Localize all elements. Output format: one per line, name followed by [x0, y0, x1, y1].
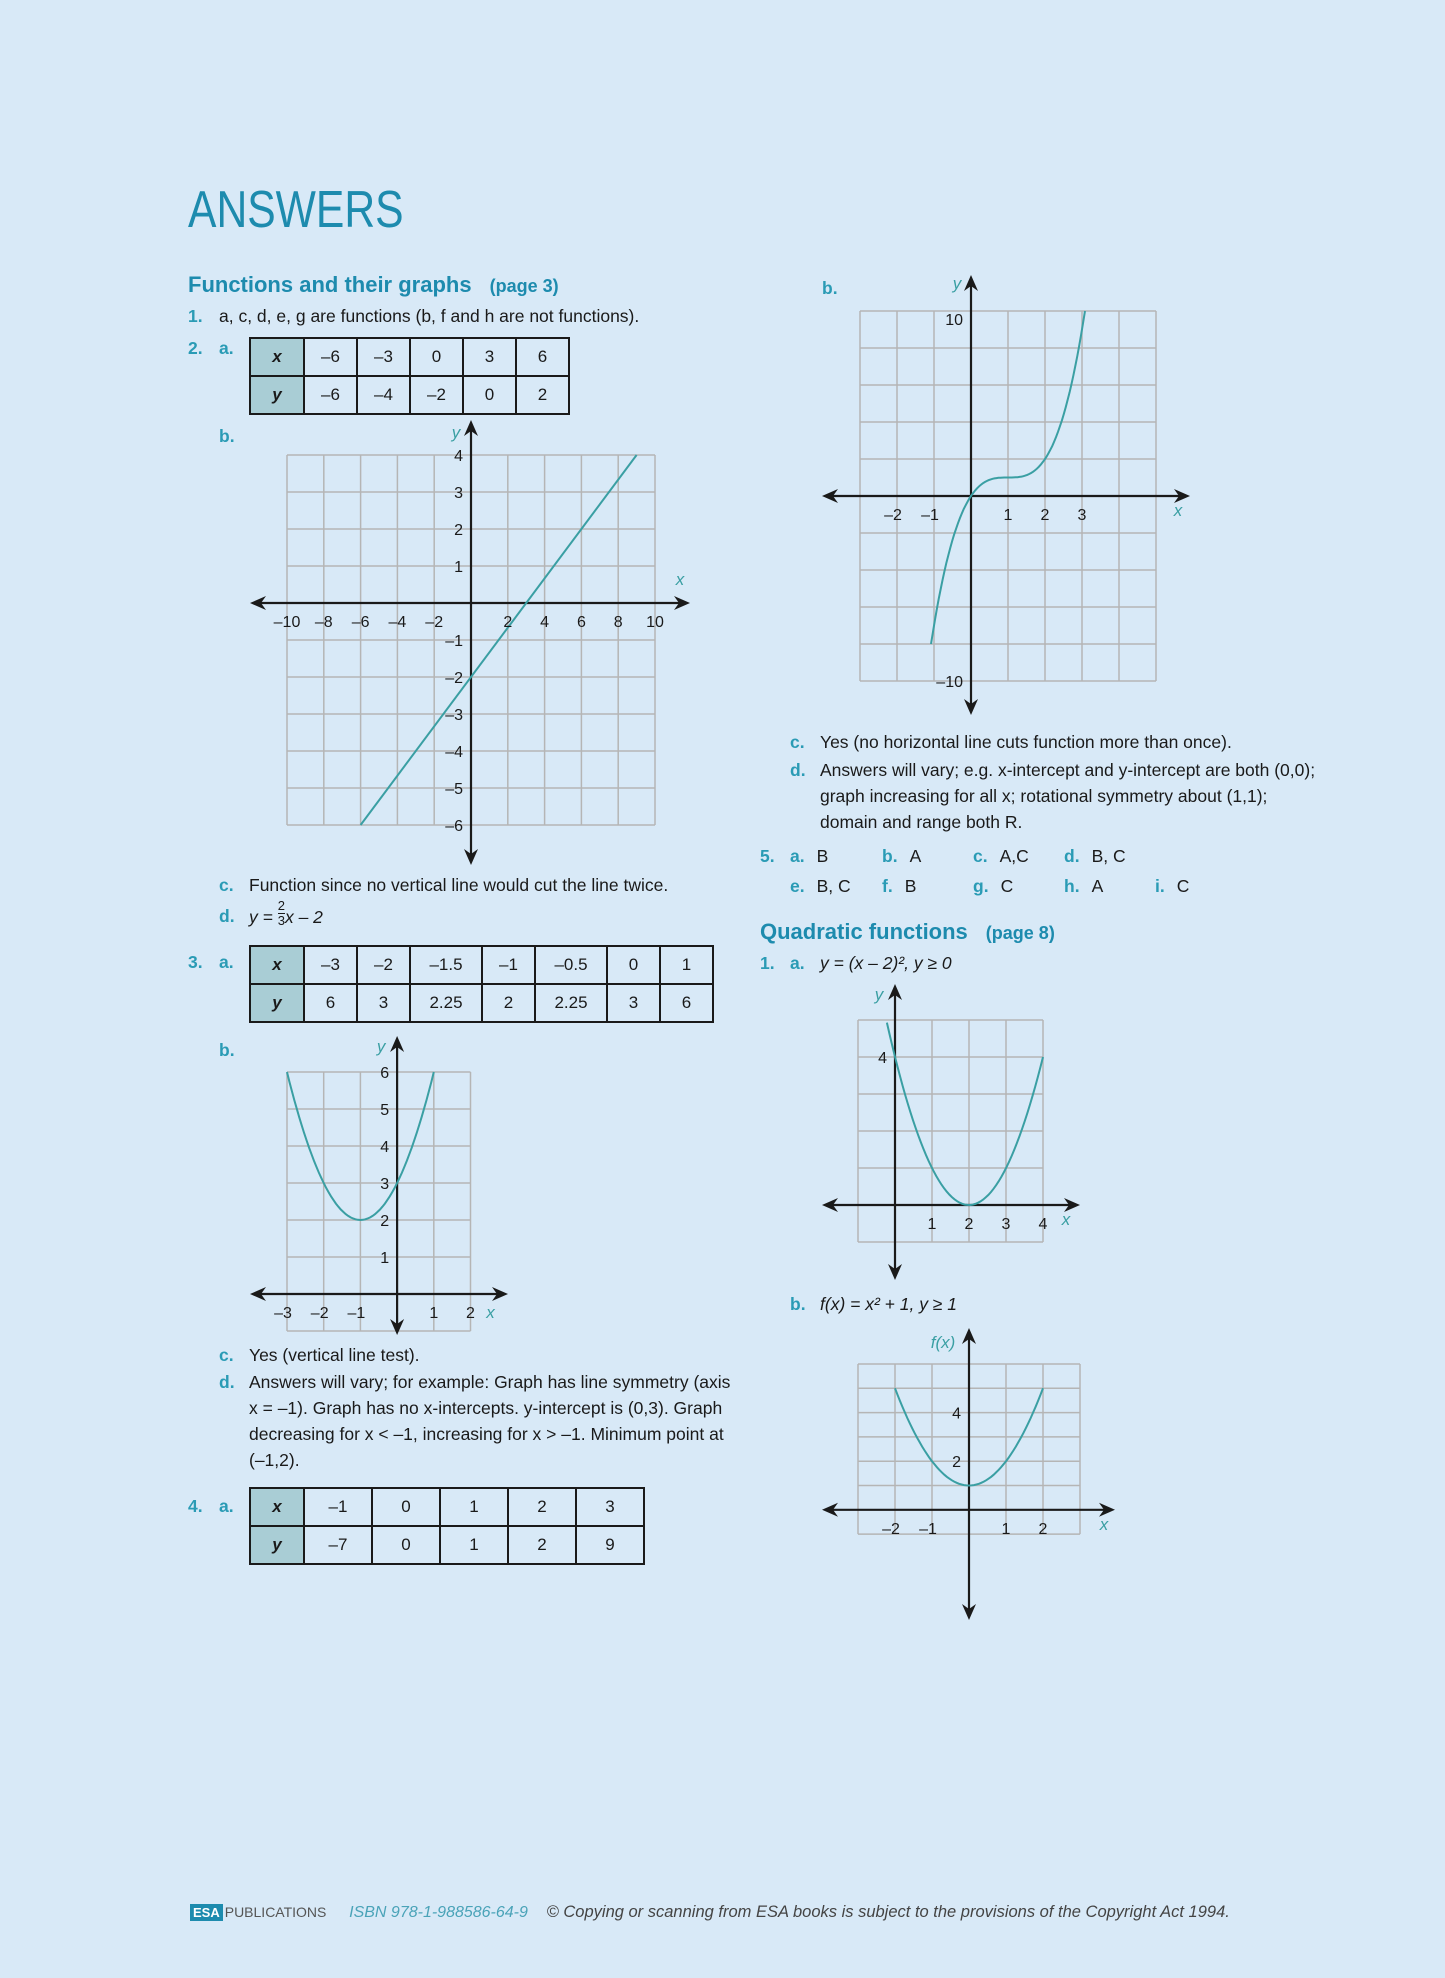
q5-answer-item: [1064, 876, 1103, 897]
part-label: d.: [1064, 846, 1080, 866]
table-cell: 1: [440, 1488, 508, 1526]
q5-answer-item: [882, 876, 916, 897]
tick-label: 8: [613, 614, 623, 631]
isbn: ISBN 978-1-988586-64-9: [349, 1904, 528, 1921]
esa-logo: ESA: [190, 1904, 223, 1921]
table-row: [250, 984, 713, 1022]
tick-label: –4: [388, 614, 407, 631]
table-header-cell: x: [250, 1488, 304, 1526]
q3-parabola-graph: [240, 1030, 520, 1340]
table-header-cell: x: [250, 338, 304, 376]
answer-line: domain and range both R.: [820, 812, 1023, 832]
axes: [822, 984, 1080, 1280]
q4c-answer: Yes (no horizontal line cuts function more than once).: [820, 732, 1232, 752]
fraction: [278, 899, 285, 928]
table-cell: 0: [372, 1488, 440, 1526]
tick-label: 2: [964, 1216, 974, 1233]
fraction-numerator: 2: [277, 898, 285, 913]
axis-label: y: [376, 1037, 386, 1056]
axis-label: x: [1173, 501, 1183, 520]
table-cell: 6: [516, 338, 569, 376]
table-cell: –7: [304, 1526, 372, 1564]
tick-label: 4: [454, 448, 463, 465]
table-cell: –2: [357, 946, 410, 984]
tick-label: –2: [884, 507, 902, 524]
copyright-notice: © Copying or scanning from ESA books is subject to the provisions of the Copyright Act 1994.: [546, 1903, 1230, 1921]
table-cell: –1: [304, 1488, 372, 1526]
tick-label: 3: [380, 1176, 390, 1193]
q4d-answer: [820, 757, 1320, 835]
tick-label: –4: [445, 744, 463, 761]
table-cell: 1: [660, 946, 713, 984]
table-cell: –6: [304, 376, 357, 414]
section-page-ref: (page 3): [489, 276, 559, 296]
footer: [190, 1902, 1230, 1922]
q5-answer-item: [973, 876, 1013, 897]
table-cell: 3: [463, 338, 516, 376]
part-label: a.: [790, 846, 805, 866]
table-row: [250, 1526, 644, 1564]
axis-label: f(x): [930, 1333, 956, 1352]
table-cell: 6: [304, 984, 357, 1022]
part-label: b.: [822, 278, 838, 298]
qf1a-answer: y = (x – 2)², y ≥ 0: [820, 953, 952, 973]
part-label: a.: [219, 952, 234, 972]
question-number: 4.: [188, 1496, 203, 1516]
answer-value: C: [1176, 876, 1190, 896]
answer-value: B: [816, 846, 829, 866]
tick-label: 3: [1001, 1216, 1011, 1233]
tick-label: 6: [576, 614, 586, 631]
qf1b-parabola-graph: [810, 1318, 1130, 1623]
tick-labels: [274, 1037, 495, 1322]
tick-label: 3: [454, 485, 463, 502]
grid: [287, 1072, 471, 1331]
tick-labels: [274, 423, 685, 835]
tick-label: 2: [454, 522, 463, 539]
tick-label: –1: [921, 507, 939, 524]
tick-label: –2: [445, 670, 463, 687]
axes: [822, 275, 1190, 715]
tick-label: 1: [429, 1305, 439, 1322]
section-heading-functions: [188, 272, 559, 298]
tick-label: –3: [274, 1305, 292, 1322]
axis-label: x: [1099, 1514, 1109, 1534]
q5-answer-item: [1064, 846, 1126, 867]
part-label: c.: [973, 846, 988, 866]
tick-label: 1: [927, 1216, 937, 1233]
section-heading-quadratic: [760, 919, 1055, 945]
table-cell: 6: [660, 984, 713, 1022]
curve-parabola: [887, 1023, 1043, 1205]
table-cell: –4: [357, 376, 410, 414]
q4-values-table: [249, 1487, 645, 1565]
tick-label: 1: [1001, 1520, 1011, 1538]
table-cell: 9: [576, 1526, 644, 1564]
table-cell: 3: [357, 984, 410, 1022]
q2d-equation: [249, 899, 323, 928]
tick-label: 2: [1040, 507, 1050, 524]
axis-label: x: [486, 1303, 495, 1322]
tick-label: 1: [380, 1250, 390, 1267]
answer-value: C: [1000, 876, 1014, 896]
tick-label: –1: [347, 1305, 366, 1322]
qf1a-parabola-graph: [810, 978, 1090, 1283]
table-cell: 2: [482, 984, 535, 1022]
part-label: c.: [219, 875, 234, 895]
tick-label: 2: [503, 614, 513, 631]
q2-line-graph: [240, 410, 700, 870]
q4-cubic-graph: [810, 265, 1200, 725]
q5-answer-item: [973, 846, 1029, 867]
table-row: [250, 946, 713, 984]
part-label: c.: [790, 732, 805, 752]
tick-label: –10: [936, 674, 963, 691]
table-row: [250, 376, 569, 414]
question-number: 2.: [188, 338, 203, 358]
table-row: [250, 338, 569, 376]
tick-label: –1: [919, 1520, 937, 1538]
tick-label: 4: [380, 1139, 390, 1156]
part-label: b.: [882, 846, 898, 866]
tick-labels: [874, 985, 1071, 1233]
table-cell: 0: [607, 946, 660, 984]
tick-label: –5: [445, 781, 463, 798]
tick-label: 4: [1038, 1216, 1048, 1233]
q1-answer: a, c, d, e, g are functions (b, f and h are not functions).: [219, 306, 640, 326]
table-cell: –3: [357, 338, 410, 376]
qf1b-answer: f(x) = x² + 1, y ≥ 1: [820, 1294, 958, 1314]
publisher-name: PUBLICATIONS: [224, 1904, 327, 1920]
equation-lhs: y =: [249, 907, 273, 927]
question-number: 1.: [760, 953, 775, 973]
table-cell: –1.5: [410, 946, 482, 984]
q5-answer-item: [790, 846, 828, 867]
table-header-cell: y: [250, 376, 304, 414]
part-label: e.: [790, 876, 805, 896]
table-cell: 1: [440, 1526, 508, 1564]
part-label: b.: [219, 1040, 235, 1060]
answer-value: A: [909, 846, 922, 866]
table-cell: 3: [576, 1488, 644, 1526]
answer-line: Answers will vary; for example: Graph has line symmetry (axis: [249, 1372, 731, 1392]
tick-label: 2: [1038, 1520, 1048, 1538]
tick-label: 5: [380, 1102, 390, 1119]
tick-label: 1: [454, 559, 463, 576]
table-cell: 3: [607, 984, 660, 1022]
answer-value: B: [904, 876, 917, 896]
part-label: a.: [790, 953, 805, 973]
part-label: g.: [973, 876, 989, 896]
tick-label: 4: [878, 1050, 887, 1067]
part-label: b.: [219, 426, 235, 446]
tick-label: 2: [380, 1213, 390, 1230]
table-row: [250, 1488, 644, 1526]
part-label: b.: [790, 1294, 806, 1314]
part-label: d.: [219, 906, 235, 926]
tick-label: 2: [466, 1305, 475, 1322]
table-header-cell: y: [250, 984, 304, 1022]
axis-label: x: [1061, 1210, 1071, 1229]
tick-label: 6: [380, 1065, 390, 1082]
q2c-answer: Function since no vertical line would cut the line twice.: [249, 875, 669, 895]
q3c-answer: Yes (vertical line test).: [249, 1345, 420, 1365]
table-cell: –3: [304, 946, 357, 984]
answer-value: A: [1091, 876, 1104, 896]
table-header-cell: y: [250, 1526, 304, 1564]
tick-labels: [884, 274, 1183, 691]
tick-label: –6: [445, 818, 463, 835]
tick-label: 4: [952, 1405, 961, 1423]
tick-label: 4: [540, 614, 550, 631]
table-header-cell: x: [250, 946, 304, 984]
table-cell: –2: [410, 376, 463, 414]
q5-answer-item: [882, 846, 921, 867]
tick-label: –10: [273, 614, 301, 631]
answer-line: x = –1). Graph has no x-intercepts. y-intercept is (0,3). Graph: [249, 1398, 723, 1418]
question-number: 3.: [188, 952, 203, 972]
page-title: ANSWERS: [188, 181, 404, 239]
equation-rhs: x – 2: [284, 907, 323, 927]
table-cell: 2: [508, 1526, 576, 1564]
answer-line: Answers will vary; e.g. x-intercept and y-intercept are both (0,0);: [820, 760, 1316, 780]
q3-values-table: [249, 945, 714, 1023]
part-label: a.: [219, 1496, 234, 1516]
axis-label: y: [874, 985, 884, 1004]
part-label: d.: [790, 760, 806, 780]
table-cell: 2.25: [535, 984, 607, 1022]
q3d-answer: [249, 1369, 749, 1473]
part-label: a.: [219, 338, 234, 358]
part-label: h.: [1064, 876, 1080, 896]
tick-label: 2: [952, 1454, 961, 1472]
tick-label: 1: [1003, 507, 1013, 524]
table-cell: 0: [463, 376, 516, 414]
section-page-ref: (page 8): [985, 923, 1055, 943]
part-label: f.: [882, 876, 893, 896]
table-cell: 0: [372, 1526, 440, 1564]
tick-label: 10: [945, 312, 963, 329]
answer-line: graph increasing for all x; rotational symmetry about (1,1);: [820, 786, 1268, 806]
answer-value: A,C: [999, 846, 1029, 866]
table-cell: –6: [304, 338, 357, 376]
answer-line: (–1,2).: [249, 1450, 300, 1470]
axis-label: y: [451, 423, 461, 442]
part-label: c.: [219, 1345, 234, 1365]
tick-label: –6: [351, 614, 370, 631]
answer-line: decreasing for x < –1, increasing for x > –1. Minimum point at: [249, 1424, 724, 1444]
tick-label: –2: [425, 614, 444, 631]
question-number: 5.: [760, 846, 775, 866]
tick-label: –8: [314, 614, 333, 631]
axes: [250, 420, 690, 865]
table-cell: 2: [508, 1488, 576, 1526]
tick-label: –2: [310, 1305, 329, 1322]
q5-answer-item: [790, 876, 851, 897]
part-label: i.: [1155, 876, 1165, 896]
section-title: Functions and their graphs: [188, 272, 472, 297]
fraction-denominator: 3: [277, 913, 285, 928]
section-title: Quadratic functions: [760, 919, 968, 944]
axis-label: y: [952, 274, 962, 293]
q2-values-table: [249, 337, 570, 415]
axes: [822, 1328, 1115, 1620]
answer-value: B, C: [816, 876, 851, 896]
q5-answers: [790, 846, 1210, 906]
table-cell: –1: [482, 946, 535, 984]
axis-label: x: [675, 570, 685, 589]
table-cell: –0.5: [535, 946, 607, 984]
tick-label: –2: [882, 1520, 900, 1538]
q5-answer-item: [1155, 876, 1189, 897]
table-cell: 2.25: [410, 984, 482, 1022]
tick-label: 3: [1077, 507, 1087, 524]
tick-label: –1: [445, 633, 463, 650]
tick-label: 10: [646, 614, 664, 631]
table-cell: 0: [410, 338, 463, 376]
question-number: 1.: [188, 306, 203, 326]
table-cell: 2: [516, 376, 569, 414]
answer-value: B, C: [1091, 846, 1126, 866]
part-label: d.: [219, 1372, 235, 1392]
tick-label: –3: [445, 707, 463, 724]
